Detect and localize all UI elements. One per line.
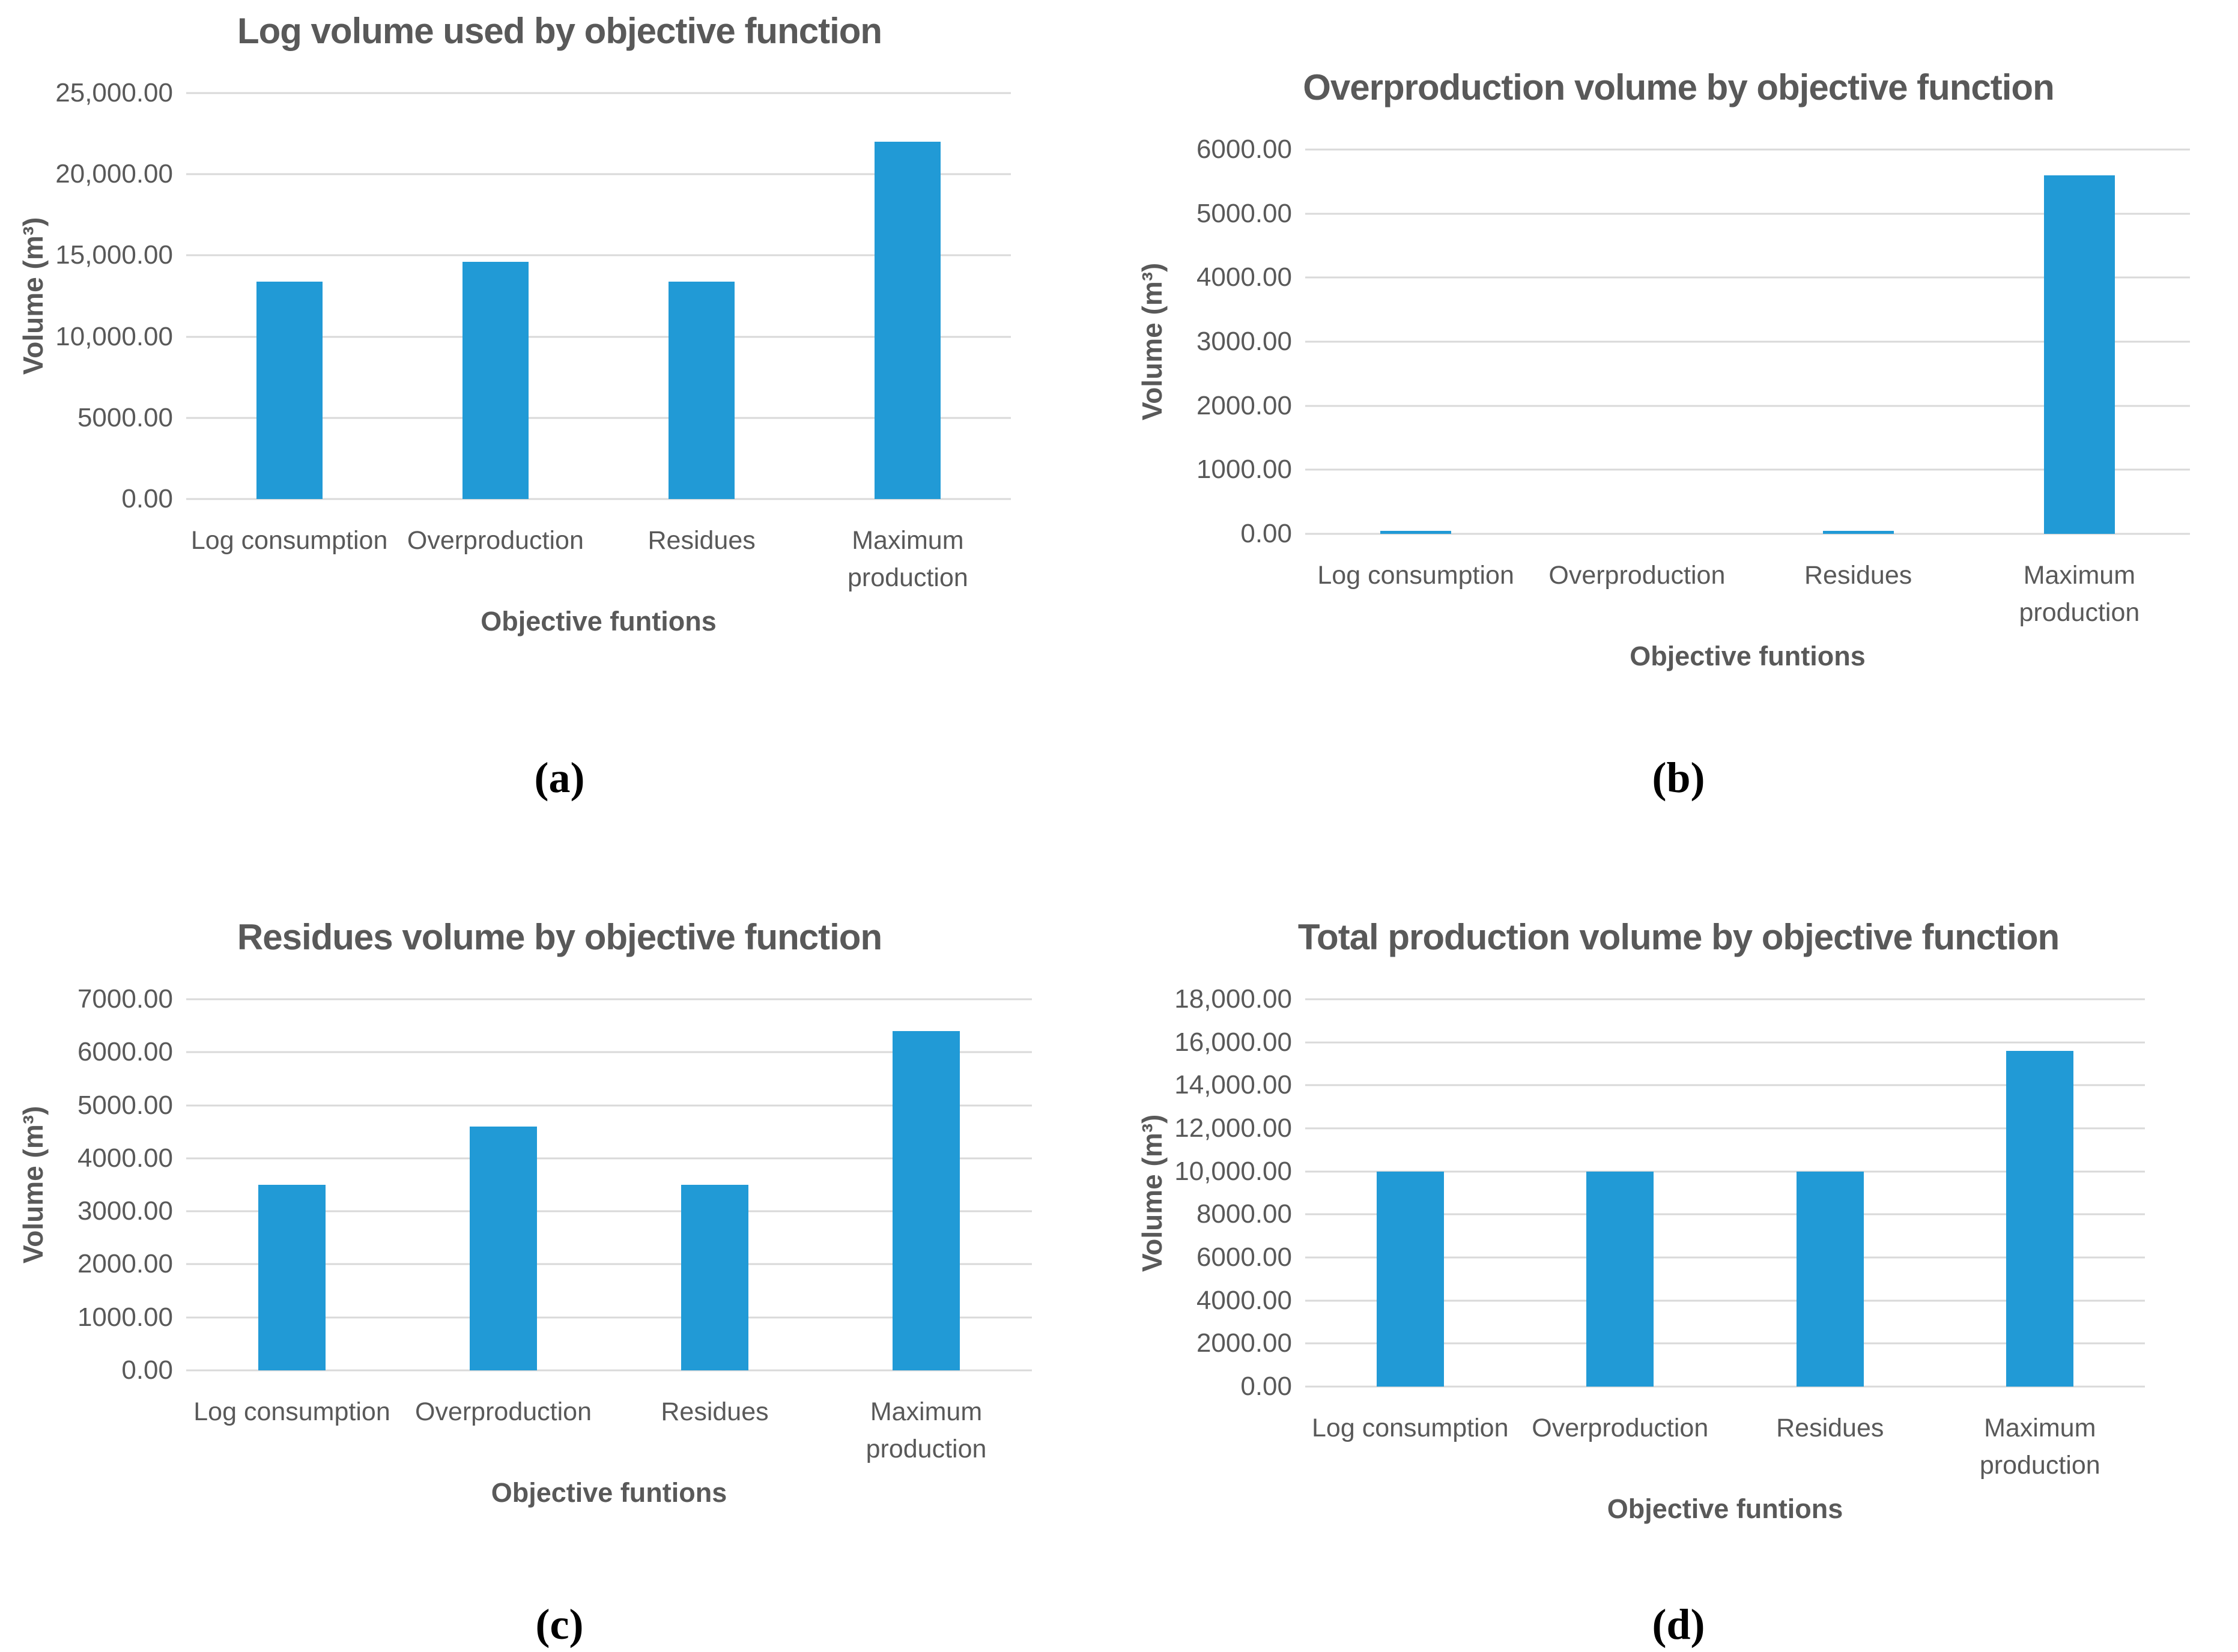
x-category-cell [609, 1393, 820, 1472]
x-axis-title: Objective funtions [1607, 1493, 1843, 1524]
plot-area [1305, 999, 2145, 1387]
bar [1377, 1172, 1444, 1387]
y-tick-label: 7000.00 [77, 984, 173, 1014]
bar [1823, 531, 1894, 534]
bar [2044, 175, 2115, 534]
chart-body [0, 984, 1119, 1385]
x-axis-labels [186, 522, 1011, 601]
x-category-label: Maximum production [2019, 561, 2140, 628]
plot-area [186, 999, 1032, 1370]
y-tick-label: 25,000.00 [55, 78, 173, 107]
figure-sublabel-d: (d) [1652, 1600, 1705, 1648]
figure-sublabel-b: (b) [1652, 754, 1705, 802]
x-category-cell [186, 522, 392, 601]
y-axis-title: Volume (m³) [1136, 262, 1168, 421]
bar [1797, 1172, 1864, 1387]
figure-sublabel-c: (c) [535, 1600, 584, 1648]
x-axis-title: Objective funtions [491, 1477, 727, 1508]
y-tick-label: 0.00 [121, 484, 173, 513]
x-category-cell [1305, 557, 1526, 636]
chart-title: Overproduction volume by objective function [1303, 67, 2054, 107]
x-axis-labels [1305, 557, 2190, 636]
y-tick-label: 2000.00 [1196, 390, 1292, 420]
y-tick-label: 5000.00 [77, 402, 173, 432]
x-category-label: Residues [661, 1397, 769, 1426]
y-tick-label: 0.00 [121, 1355, 173, 1385]
x-category-cell [1725, 1409, 1935, 1489]
chart-panel-c [0, 826, 1119, 1652]
bar [1380, 531, 1451, 534]
x-category-label: Overproduction [1532, 1414, 1709, 1442]
y-tick-label: 18,000.00 [1174, 984, 1292, 1014]
y-tick-label: 10,000.00 [55, 321, 173, 351]
x-category-label: Residues [647, 526, 756, 555]
x-category-label: Maximum production [866, 1397, 987, 1464]
chart-panel-d [1119, 826, 2238, 1652]
gridline [1305, 1041, 2145, 1043]
x-category-cell [1305, 1409, 1515, 1489]
y-tick-label: 4000.00 [77, 1143, 173, 1173]
bar [470, 1127, 538, 1370]
y-tick-label: 10,000.00 [1174, 1156, 1292, 1186]
x-category-cell [1748, 557, 1969, 636]
x-category-cell [1935, 1409, 2146, 1489]
y-tick-label: 12,000.00 [1174, 1113, 1292, 1143]
bar [875, 142, 941, 499]
plot-area [1305, 150, 2190, 534]
y-axis-ticks [66, 984, 186, 1385]
bar [258, 1185, 326, 1370]
x-category-label: Log consumption [1317, 561, 1514, 590]
y-tick-label: 8000.00 [1196, 1199, 1292, 1229]
y-tick-label: 4000.00 [1196, 1285, 1292, 1315]
y-tick-label: 5000.00 [1196, 198, 1292, 228]
x-category-label: Log consumption [1312, 1414, 1509, 1442]
bar [893, 1031, 960, 1370]
chart-body [1119, 984, 2238, 1401]
x-category-cell [1515, 1409, 1726, 1489]
chart-body [1119, 135, 2238, 548]
x-category-cell [599, 522, 805, 601]
x-category-label: Residues [1776, 1414, 1884, 1442]
y-tick-label: 5000.00 [77, 1090, 173, 1120]
gridline [186, 999, 1032, 1000]
bar [681, 1185, 749, 1370]
y-axis-ticks [55, 78, 186, 513]
y-tick-label: 15,000.00 [55, 240, 173, 270]
x-category-label: Log consumption [193, 1397, 390, 1426]
y-tick-label: 6000.00 [1196, 135, 1292, 164]
y-axis-ticks [1185, 135, 1305, 548]
y-tick-label: 0.00 [1240, 519, 1292, 548]
bar [1586, 1172, 1654, 1387]
x-category-cell [186, 1393, 398, 1472]
x-category-cell [805, 522, 1011, 601]
y-tick-label: 0.00 [1240, 1372, 1292, 1401]
y-tick-label: 16,000.00 [1174, 1027, 1292, 1057]
bar [462, 262, 529, 499]
y-tick-label: 2000.00 [1196, 1328, 1292, 1358]
y-tick-label: 3000.00 [77, 1196, 173, 1226]
bar [256, 282, 323, 499]
y-axis-title: Volume (m³) [17, 217, 49, 375]
y-tick-label: 3000.00 [1196, 327, 1292, 356]
gridline [186, 92, 1011, 94]
bar [669, 282, 735, 499]
y-tick-label: 6000.00 [1196, 1242, 1292, 1272]
y-tick-label: 1000.00 [77, 1302, 173, 1332]
x-category-label: Maximum production [1979, 1414, 2100, 1480]
plot-area [186, 93, 1011, 499]
y-tick-label: 20,000.00 [55, 159, 173, 189]
chart-body [0, 78, 1119, 513]
y-axis-title: Volume (m³) [17, 1106, 49, 1264]
x-category-label: Log consumption [190, 526, 388, 555]
x-axis-labels [186, 1393, 1032, 1472]
x-category-cell [1526, 557, 1747, 636]
x-category-cell [392, 522, 598, 601]
gridline [1305, 999, 2145, 1000]
chart-title: Total production volume by objective function [1297, 917, 2060, 957]
chart-panel-a [0, 0, 1119, 826]
chart-title: Residues volume by objective function [237, 917, 882, 957]
y-tick-label: 1000.00 [1196, 455, 1292, 485]
bar [2006, 1051, 2073, 1387]
y-tick-label: 6000.00 [77, 1037, 173, 1067]
x-category-label: Overproduction [1548, 561, 1726, 590]
x-category-label: Maximum production [847, 526, 968, 593]
figure-sublabel-a: (a) [534, 754, 585, 802]
gridline [1305, 149, 2190, 151]
x-axis-labels [1305, 1409, 2145, 1489]
x-category-label: Overproduction [415, 1397, 592, 1426]
x-category-cell [1969, 557, 2190, 636]
x-axis-title: Objective funtions [481, 606, 717, 637]
y-tick-label: 14,000.00 [1174, 1070, 1292, 1100]
y-tick-label: 4000.00 [1196, 262, 1292, 292]
chart-title: Log volume used by objective function [237, 11, 882, 51]
y-axis-ticks [1174, 984, 1305, 1401]
x-axis-title: Objective funtions [1630, 641, 1866, 671]
chart-panel-b [1119, 0, 2238, 826]
x-category-label: Overproduction [407, 526, 584, 555]
y-tick-label: 2000.00 [77, 1249, 173, 1279]
x-category-label: Residues [1804, 561, 1912, 590]
y-axis-title: Volume (m³) [1136, 1114, 1168, 1272]
x-category-cell [820, 1393, 1032, 1472]
x-category-cell [398, 1393, 609, 1472]
